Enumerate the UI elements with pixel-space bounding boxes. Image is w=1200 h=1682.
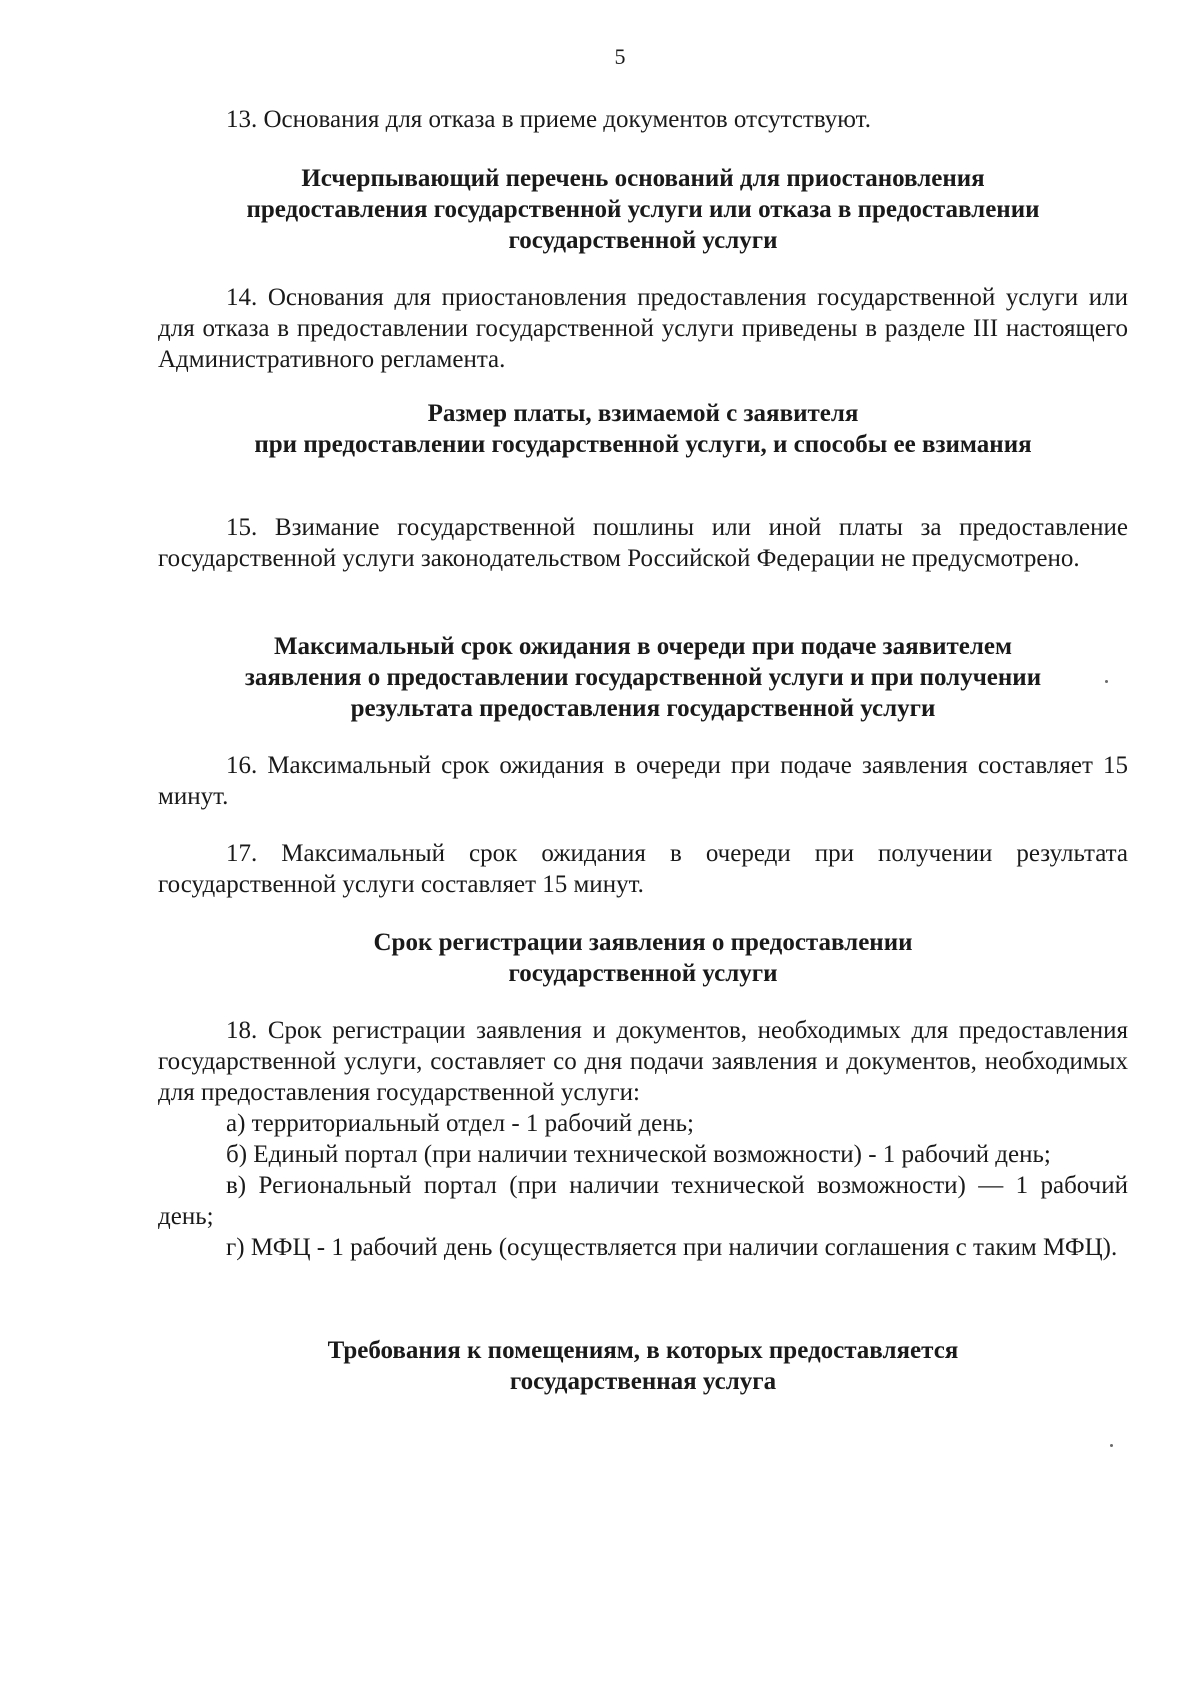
heading-line: Исчерпывающий перечень оснований для приостановления — [301, 165, 985, 192]
heading-line: Срок регистрации заявления о предоставлении — [373, 929, 913, 956]
paragraph-14: 14. Основания для приостановления предоставления государственной услуги или для отказа в предоставлении государственной услуги приведены в разделе III настоящего Административного регламента. — [158, 284, 1128, 373]
scan-speck — [1105, 680, 1108, 683]
heading-registration-time — [158, 927, 1128, 989]
paragraph-17: 17. Максимальный срок ожидания в очереди при получении результата государственной услуги составляет 15 минут. — [158, 840, 1128, 898]
heading-premises — [158, 1335, 1128, 1397]
heading-line: Максимальный срок ожидания в очереди при подаче заявителем — [273, 633, 1013, 660]
heading-line: государственной услуги — [508, 960, 778, 987]
heading-suspension-grounds — [158, 163, 1128, 256]
heading-queue-time — [158, 631, 1128, 724]
page-number: 5 — [614, 44, 626, 69]
paragraph-18: 18. Срок регистрации заявления и документов, необходимых для предоставления государственной услуги, составляет со дня подачи заявления и документов, необходимых для предоставления государственной услуги: — [158, 1017, 1128, 1106]
heading-line: государственной услуги — [508, 227, 778, 254]
paragraph-15: 15. Взимание государственной пошлины или иной платы за предоставление государственной услуги законодательством Российской Федерации не предусмотрено. — [158, 514, 1128, 572]
list-item: в) Региональный портал (при наличии технической возможности) — 1 рабочий день; — [158, 1172, 1128, 1230]
paragraph-18-block — [158, 1015, 1128, 1263]
paragraph-16: 16. Максимальный срок ожидания в очереди при подаче заявления составляет 15 минут. — [158, 752, 1128, 810]
list-item: г) МФЦ - 1 рабочий день (осуществляется при наличии соглашения с таким МФЦ). — [226, 1234, 1118, 1261]
heading-line: Размер платы, взимаемой с заявителя — [427, 400, 859, 427]
heading-line: результата предоставления государственной услуги — [350, 695, 936, 722]
heading-line: предоставления государственной услуги или отказа в предоставлении — [246, 196, 1040, 223]
list-item: б) Единый портал (при наличии технической возможности) - 1 рабочий день; — [226, 1141, 1051, 1168]
heading-line: государственная услуга — [509, 1368, 777, 1395]
heading-line: Требования к помещениям, в которых предоставляется — [327, 1337, 959, 1364]
scan-speck — [1110, 1444, 1113, 1447]
list-item: а) территориальный отдел - 1 рабочий день; — [226, 1110, 694, 1137]
paragraph-13: 13. Основания для отказа в приеме документов отсутствуют. — [226, 106, 871, 133]
heading-line: заявления о предоставлении государственной услуги и при получении — [244, 664, 1042, 691]
heading-fee — [158, 398, 1128, 460]
heading-line: при предоставлении государственной услуги, и способы ее взимания — [254, 431, 1032, 458]
